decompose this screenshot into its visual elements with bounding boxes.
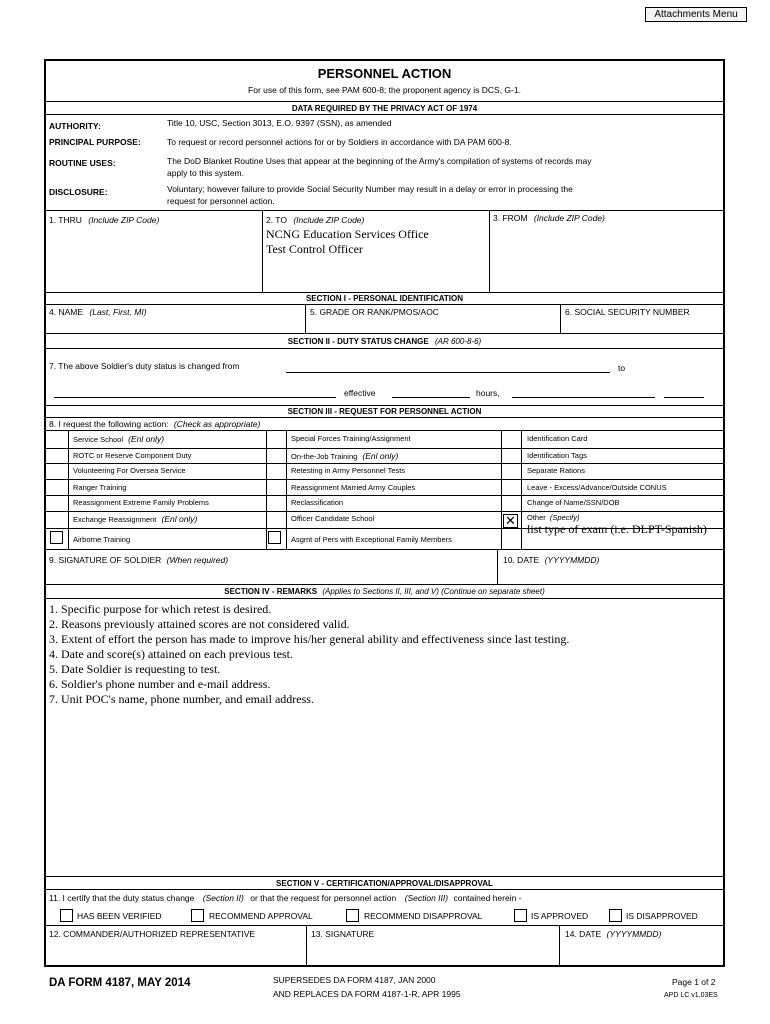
option-other-hint: (Specify) — [549, 513, 580, 522]
effective-label: effective — [344, 388, 376, 398]
option-service-school[interactable] — [73, 434, 164, 444]
option-married-couples[interactable]: Reassignment Married Army Couples — [291, 483, 416, 492]
soldier-signature-label: 9. SIGNATURE OF SOLDIER — [49, 555, 162, 565]
purpose-label: PRINCIPAL PURPOSE: — [49, 137, 141, 147]
supersedes-line-1: SUPERSEDES DA FORM 4187, JAN 2000 — [273, 975, 436, 985]
effective-line[interactable] — [392, 397, 470, 398]
checkbox-airborne[interactable] — [50, 531, 63, 544]
option-exchange-label: Exchange Reassignment — [73, 515, 157, 524]
grade-field[interactable] — [310, 307, 556, 331]
option-exchange-hint: (Enl only) — [161, 514, 198, 524]
to-line-1: NCNG Education Services Office — [266, 227, 429, 241]
other-specify-value[interactable]: list type of exam (i.e. DLPT-Spanish) — [527, 522, 707, 536]
item11-b: or that the request for personnel action — [250, 893, 397, 903]
form-id: DA FORM 4187, MAY 2014 — [49, 977, 191, 989]
option-other[interactable] — [527, 513, 579, 522]
authority-label: AUTHORITY: — [49, 121, 101, 131]
checkbox-verified[interactable] — [60, 909, 73, 922]
page-number: Page 1 of 2 — [672, 977, 716, 987]
thru-field[interactable] — [49, 215, 259, 290]
option-exchange-reassignment[interactable] — [73, 514, 197, 524]
soldier-date-hint: (YYYYMMDD) — [544, 555, 600, 565]
option-service-school-label: Service School — [73, 435, 124, 444]
option-rotc[interactable]: ROTC or Reserve Component Duty — [73, 451, 192, 460]
to-field[interactable] — [266, 215, 486, 290]
commander-date-label: 14. DATE — [565, 929, 602, 939]
form-frame — [44, 59, 725, 967]
option-reassignment-family[interactable]: Reassignment Extreme Family Problems — [73, 498, 209, 507]
soldier-date-label: 10. DATE — [503, 555, 540, 565]
item8-hint: (Check as appropriate) — [173, 419, 261, 429]
remark-line: 4. Date and score(s) attained on each previous test. — [49, 647, 293, 661]
section2-heading — [46, 337, 723, 346]
thru-label: 1. THRU — [49, 215, 82, 225]
form-version: APD LC v1.03ES — [664, 992, 718, 999]
from-label: 3. FROM — [493, 213, 528, 223]
option-separate-rations[interactable]: Separate Rations — [527, 466, 585, 475]
option-ojt[interactable] — [291, 451, 398, 461]
from-field[interactable] — [493, 213, 721, 290]
ssn-label: 6. SOCIAL SECURITY NUMBER — [565, 307, 690, 317]
soldier-signature-hint: (When required) — [166, 555, 229, 565]
option-reclassification[interactable]: Reclassification — [291, 498, 344, 507]
commander-date-hint: (YYYYMMDD) — [606, 929, 662, 939]
section1-heading: SECTION I - PERSONAL IDENTIFICATION — [305, 294, 464, 303]
soldier-date-field[interactable] — [503, 555, 721, 581]
item8-label: 8. I request the following action: — [49, 419, 169, 429]
item11-section3: (Section III) — [404, 893, 449, 903]
checkbox-exceptional-family[interactable] — [268, 531, 281, 544]
item7-label: 7. The above Soldier's duty status is changed from — [49, 361, 240, 371]
option-service-school-hint: (Enl only) — [128, 434, 165, 444]
option-approved[interactable]: IS APPROVED — [531, 911, 589, 921]
item8 — [49, 419, 260, 429]
status-from-line[interactable] — [286, 372, 610, 373]
checkbox-recommend-disapproval[interactable] — [346, 909, 359, 922]
commander-date-field[interactable] — [565, 929, 721, 963]
remarks-area[interactable] — [49, 602, 719, 707]
checkbox-other[interactable]: ✕ — [503, 514, 518, 528]
authority-text: Title 10, USC, Section 3013, E.O. 9397 (SSN), as amended — [167, 118, 392, 128]
hours-line-2[interactable] — [664, 397, 704, 398]
option-leave[interactable]: Leave - Excess/Advance/Outside CONUS — [527, 483, 667, 492]
status-to-line[interactable] — [54, 397, 336, 398]
to-line-2: Test Control Officer — [266, 242, 363, 256]
disclosure-text-2: request for personnel action. — [167, 196, 275, 206]
option-id-tags[interactable]: Identification Tags — [527, 451, 587, 460]
checkbox-recommend-approval[interactable] — [191, 909, 204, 922]
checkbox-disapproved[interactable] — [609, 909, 622, 922]
option-ojt-text: On-the-Job Training — [291, 452, 358, 461]
supersedes-line-2: AND REPLACES DA FORM 4187-1-R, APR 1995 — [273, 989, 461, 999]
section2-heading-text: SECTION II - DUTY STATUS CHANGE — [287, 337, 429, 346]
commander-field[interactable] — [49, 929, 303, 963]
thru-hint: (Include ZIP Code) — [88, 215, 160, 225]
form-title: PERSONNEL ACTION — [317, 66, 452, 81]
routine-label: ROUTINE USES: — [49, 158, 116, 168]
section4-heading-hint: (Applies to Sections II, III, and V) (Continue on separate sheet) — [322, 587, 545, 596]
attachments-menu-button[interactable]: Attachments Menu — [645, 7, 747, 22]
disclosure-text-1: Voluntary; however failure to provide Social Security Number may result in a delay or error in processing the — [167, 184, 573, 194]
option-special-forces[interactable]: Special Forces Training/Assignment — [291, 434, 411, 443]
option-oversea-service[interactable]: Volunteering For Oversea Service — [73, 466, 186, 475]
status-to-label: to — [618, 363, 626, 373]
section2-heading-ref: (AR 600-8-6) — [434, 337, 482, 346]
name-field[interactable] — [49, 307, 301, 331]
remark-line: 1. Specific purpose for which retest is desired. — [49, 602, 272, 616]
option-verified[interactable]: HAS BEEN VERIFIED — [77, 911, 162, 921]
remark-line: 2. Reasons previously attained scores are not considered valid. — [49, 617, 350, 631]
routine-text-1: The DoD Blanket Routine Uses that appear at the beginning of the Army's compilation of systems of records may — [167, 156, 592, 166]
name-label: 4. NAME — [49, 307, 84, 317]
routine-text-2: apply to this system. — [167, 168, 245, 178]
section3-heading: SECTION III - REQUEST FOR PERSONNEL ACTION — [287, 407, 482, 416]
disclosure-label: DISCLOSURE: — [49, 187, 108, 197]
soldier-signature-field[interactable] — [49, 555, 493, 581]
section4-heading-text: SECTION IV - REMARKS — [224, 587, 318, 596]
to-label: 2. TO — [266, 215, 287, 225]
option-exceptional-family[interactable]: Asgmt of Pers with Exceptional Family Members — [291, 535, 452, 544]
item11 — [49, 893, 522, 903]
option-ocs[interactable]: Officer Candidate School — [291, 514, 375, 523]
name-hint: (Last, First, MI) — [89, 307, 147, 317]
option-retesting[interactable]: Retesting in Army Personnel Tests — [291, 466, 406, 475]
ssn-field[interactable] — [565, 307, 721, 331]
purpose-text: To request or record personnel actions for or by Soldiers in accordance with DA PAM 600-8. — [167, 137, 512, 147]
commander-label: 12. COMMANDER/AUTHORIZED REPRESENTATIVE — [49, 929, 256, 939]
to-hint: (Include ZIP Code) — [293, 215, 365, 225]
section5-heading: SECTION V - CERTIFICATION/APPROVAL/DISAPPROVAL — [276, 879, 493, 888]
form-subtitle: For use of this form, see PAM 600-8; the proponent agency is DCS, G-1. — [248, 85, 521, 95]
commander-signature-field[interactable] — [311, 929, 556, 963]
hours-label: hours, — [476, 388, 500, 398]
option-ojt-hint: (Enl only) — [362, 451, 399, 461]
privacy-heading: DATA REQUIRED BY THE PRIVACY ACT OF 1974 — [291, 104, 478, 113]
option-id-card[interactable]: Identification Card — [527, 434, 588, 443]
checkbox-approved[interactable] — [514, 909, 527, 922]
option-recommend-disapproval[interactable]: RECOMMEND DISAPPROVAL — [364, 911, 483, 921]
remark-line: 5. Date Soldier is requesting to test. — [49, 662, 221, 676]
option-name-change[interactable]: Change of Name/SSN/DOB — [527, 498, 620, 507]
item11-a: 11. I certify that the duty status change — [49, 893, 195, 903]
option-airborne-training[interactable]: Airborne Training — [73, 535, 131, 544]
option-ranger-training[interactable]: Ranger Training — [73, 483, 127, 492]
grade-label: 5. GRADE OR RANK/PMOS/AOC — [310, 307, 439, 317]
option-other-label: Other — [527, 513, 546, 522]
remark-line: 7. Unit POC's name, phone number, and email address. — [49, 692, 314, 706]
item11-section2: (Section II) — [202, 893, 244, 903]
hours-line-1[interactable] — [512, 397, 655, 398]
item11-c: contained herein - — [453, 893, 522, 903]
remark-line: 6. Soldier's phone number and e-mail address. — [49, 677, 271, 691]
option-recommend-approval[interactable]: RECOMMEND APPROVAL — [209, 911, 313, 921]
section4-heading — [46, 587, 723, 596]
remark-line: 3. Extent of effort the person has made to improve his/her general ability and effectiveness since last testing. — [49, 632, 570, 646]
from-hint: (Include ZIP Code) — [533, 213, 605, 223]
option-disapproved[interactable]: IS DISAPPROVED — [626, 911, 698, 921]
commander-signature-label: 13. SIGNATURE — [311, 929, 375, 939]
